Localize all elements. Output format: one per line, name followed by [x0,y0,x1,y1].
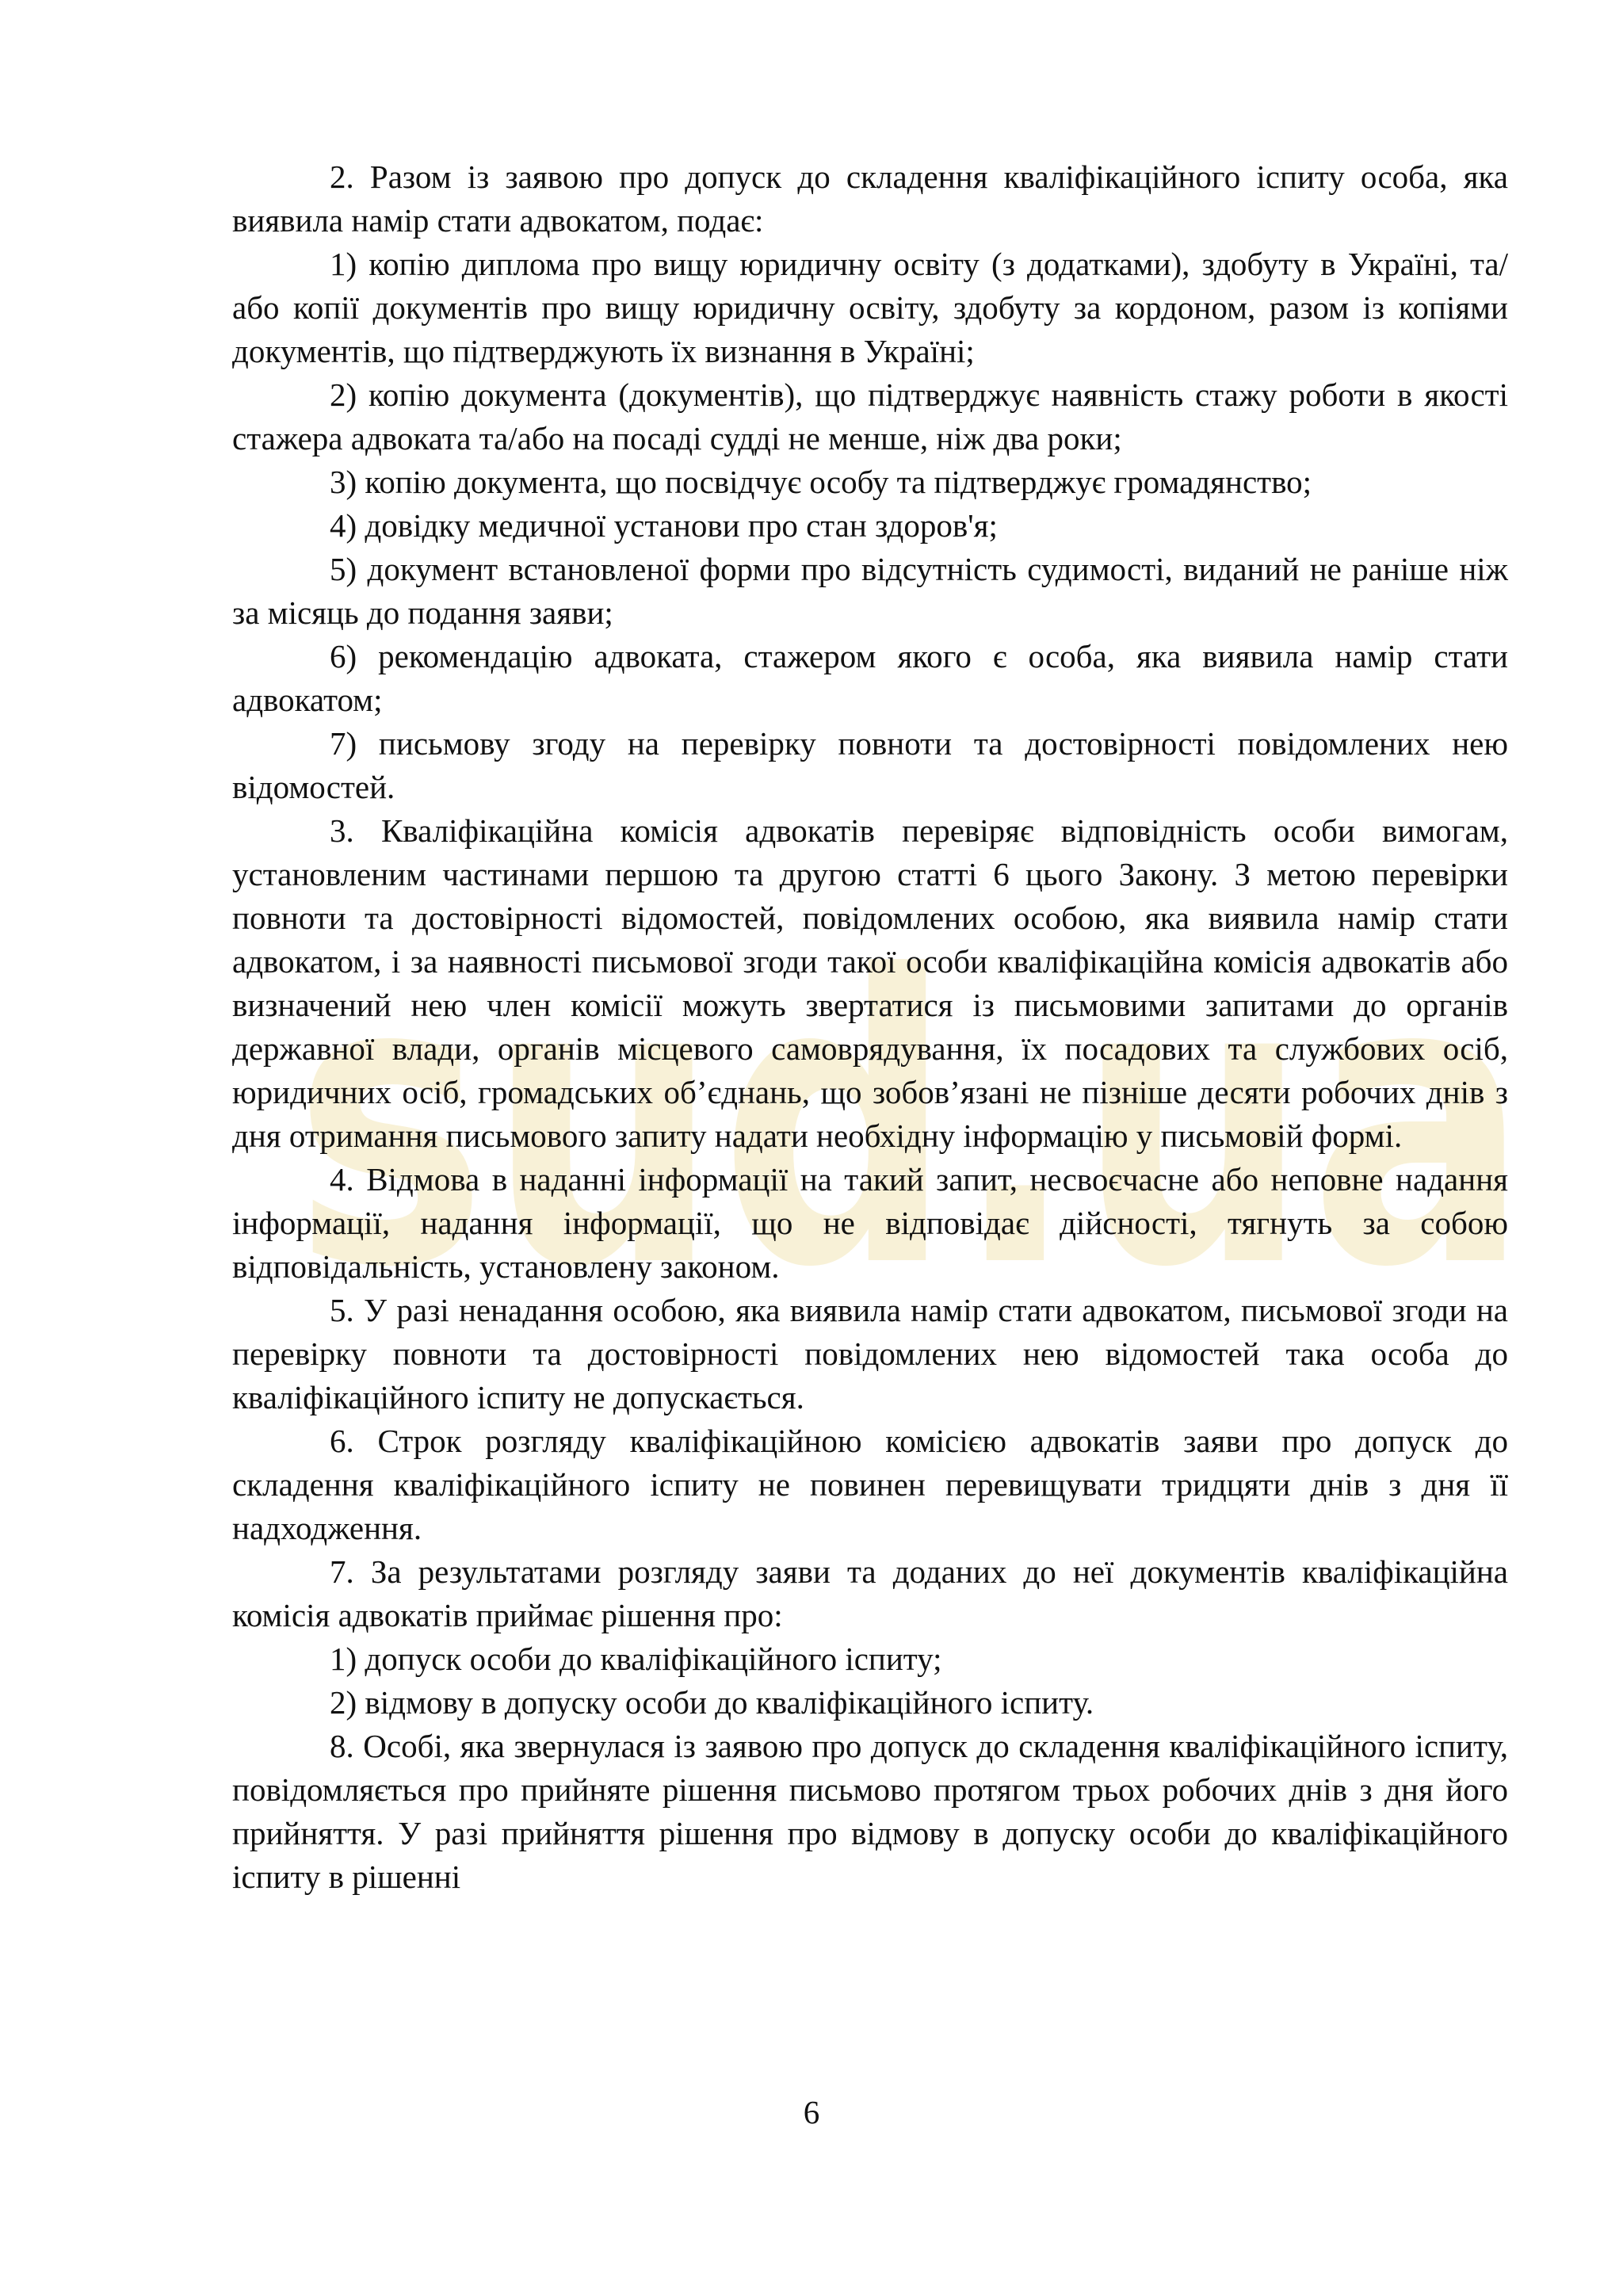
watermark-text: sud.ua [293,892,1529,1354]
decision-option-1: 1) допуск особи до кваліфікаційного іспиту; [330,1641,942,1677]
list-item-3: 3) копію документа, що посвідчує особу та підтверджує громадянство; [330,464,1312,500]
paragraph-section-5: 5. У разі ненадання особою, яка виявила намір стати адвокатом, письмової згоди на перевірку повноти та достовірності повідомлених нею відомостей така особа до кваліфікаційного іспиту не допускається. [232,1292,1508,1415]
paragraph-section-4: 4. Відмова в наданні інформації на такий запит, несвоєчасне або неповне надання інформації, надання інформації, що не відповідає дійсності, тягнуть за собою відповідальність, установлену законом. [232,1161,1508,1285]
paragraph-section-3: 3. Кваліфікаційна комісія адвокатів перевіряє відповідність особи вимогам, установленим частинами першою та другою статті 6 цього Закону. З метою перевірки повноти та достовірності відомостей, повідомлених особою, яка виявила намір стати адвокатом, і за наявності письмової згоди такої особи кваліфікаційна комісія адвокатів або визначений нею член комісії можуть звертатися із письмовими запитами до органів державної влади, органів місцевого самоврядування, їх посадових та службових осіб, юридичних осіб, громадських об’єднань, що зобов’язані не пізніше десяти робочих днів з дня отримання письмового запиту надати необхідну інформацію у письмовій формі. [232,812,1508,1154]
paragraph-section-7: 7. За результатами розгляду заяви та доданих до неї документів кваліфікаційна комісія адвокатів приймає рішення про: [232,1553,1508,1633]
list-item-2: 2) копію документа (документів), що підтверджує наявність стажу роботи в якості стажера адвоката та/або на посаді судді не менше, ніж два роки; [232,376,1508,457]
list-item-5: 5) документ встановленої форми про відсутність судимості, виданий не раніше ніж за місяць до подання заяви; [232,551,1508,631]
list-item-6: 6) рекомендацію адвоката, стажером якого є особа, яка виявила намір стати адвокатом; [232,638,1508,718]
list-item-1: 1) копію диплома про вищу юридичну освіту (з додатками), здобуту в Україні, та/або копії документів про вищу юридичну освіту, здобуту за кордоном, разом із копіями документів, що підтверджують їх визнання в Україні; [232,246,1508,369]
paragraph-section-6: 6. Строк розгляду кваліфікаційною комісією адвокатів заяви про допуск до складення кваліфікаційного іспиту не повинен перевищувати тридцяти днів з дня її надходження. [232,1423,1508,1546]
document-body [232,155,1508,1899]
paragraph-section-2: 2. Разом із заявою про допуск до складення кваліфікаційного іспиту особа, яка виявила намір стати адвокатом, подає: [232,159,1508,239]
paragraph-section-8: 8. Особі, яка звернулася із заявою про допуск до складення кваліфікаційного іспиту, повідомляється про прийняте рішення письмово протягом трьох робочих днів з дня його прийняття. У разі прийняття рішення про відмову в допуску особи до кваліфікаційного іспиту в рішенні [232,1728,1508,1895]
list-item-4: 4) довідку медичної установи про стан здоров'я; [330,507,998,544]
decision-option-2: 2) відмову в допуску особи до кваліфікаційного іспиту. [330,1684,1094,1721]
list-item-7: 7) письмову згоду на перевірку повноти та достовірності повідомлених нею відомостей. [232,725,1508,805]
page-number: 6 [803,2094,820,2130]
